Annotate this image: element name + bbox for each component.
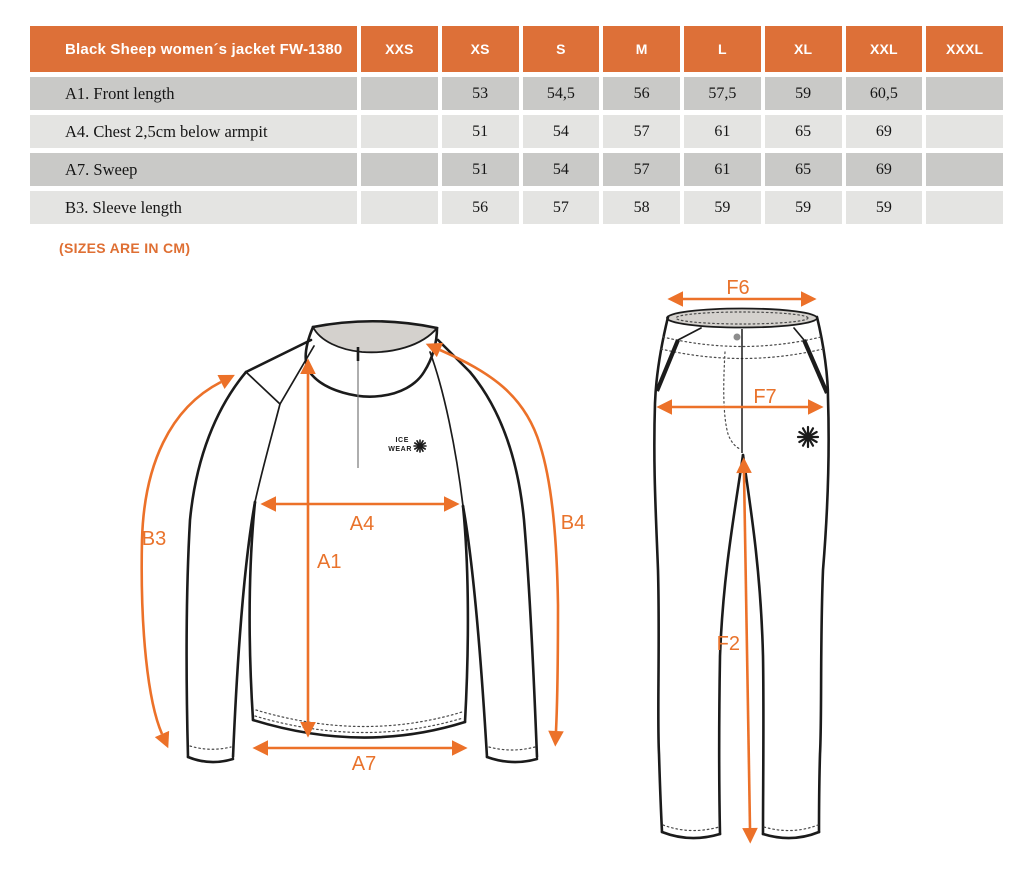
right-cuff-stitch (489, 747, 535, 750)
table-cell (361, 77, 438, 110)
body-hem (253, 720, 465, 738)
left-pocket-edge (678, 328, 701, 340)
logo-text-ice: ICE (395, 437, 409, 444)
pants-measurements (672, 277, 808, 828)
table-cell: 58 (603, 191, 680, 224)
b3-label: B3 (141, 528, 167, 550)
left-outer-seam (654, 317, 668, 832)
size-column-header-m: M (603, 26, 680, 72)
a4-label: A4 (349, 513, 375, 535)
table-cell: 59 (765, 191, 842, 224)
size-column-header-s: S (523, 26, 600, 72)
snowflake-icon (414, 440, 426, 452)
fly-j-stitch (724, 352, 740, 449)
b4-arrow (440, 350, 558, 731)
f2-label: F2 (716, 633, 740, 655)
table-cell: 69 (846, 115, 923, 148)
table-cell (926, 77, 1003, 110)
jacket-measurements (142, 350, 586, 775)
logo-text-wear: WEAR (388, 446, 412, 453)
sizes-unit-note: (SIZES ARE IN CM) (59, 240, 191, 256)
table-cell (926, 115, 1003, 148)
table-cell (361, 115, 438, 148)
right-outer-seam (817, 317, 829, 832)
f6-label: F6 (726, 277, 750, 299)
table-cell: 61 (684, 153, 761, 186)
a7-label: A7 (351, 753, 377, 775)
waist-opening (667, 309, 817, 328)
jacket-drawing (187, 321, 537, 762)
snowflake-icon (798, 427, 818, 447)
table-cell (926, 153, 1003, 186)
jacket-measurement-diagram (100, 290, 600, 790)
table-cell: 59 (765, 77, 842, 110)
f2-arrow (744, 473, 750, 828)
right-cuff (487, 757, 537, 762)
right-hem-stitch (764, 825, 818, 831)
pants-measurement-diagram (628, 276, 848, 870)
left-hem-stitch (663, 825, 719, 831)
row-label-sleeve-length: B3. Sleeve length (30, 191, 357, 224)
table-cell: 54,5 (523, 77, 600, 110)
table-cell: 69 (846, 153, 923, 186)
table-cell: 56 (442, 191, 519, 224)
table-cell: 60,5 (846, 77, 923, 110)
b4-label: B4 (560, 512, 586, 534)
table-cell: 53 (442, 77, 519, 110)
size-column-header-xxl: XXL (846, 26, 923, 72)
table-cell: 57 (603, 153, 680, 186)
size-column-header-l: L (684, 26, 761, 72)
row-label-sweep: A7. Sweep (30, 153, 357, 186)
table-cell: 61 (684, 115, 761, 148)
table-cell: 57 (603, 115, 680, 148)
table-cell: 54 (523, 115, 600, 148)
right-sleeve-outer (470, 372, 537, 757)
size-column-header-xs: XS (442, 26, 519, 72)
table-title: Black Sheep women´s jacket FW-1380 (30, 26, 357, 72)
size-chart-table (30, 26, 1003, 224)
icewear-logo (388, 437, 426, 453)
waist-button (734, 334, 741, 341)
left-cuff-stitch (190, 746, 231, 749)
right-leg-hem (763, 832, 819, 838)
table-cell (926, 191, 1003, 224)
table-cell (361, 153, 438, 186)
table-cell: 57 (523, 191, 600, 224)
table-cell: 51 (442, 115, 519, 148)
right-pocket-edge (794, 328, 804, 340)
left-leg-hem (662, 832, 720, 838)
table-cell: 54 (523, 153, 600, 186)
table-cell (361, 191, 438, 224)
table-cell: 59 (846, 191, 923, 224)
table-cell: 65 (765, 153, 842, 186)
table-cell: 57,5 (684, 77, 761, 110)
table-cell: 51 (442, 153, 519, 186)
pants-drawing (654, 309, 828, 839)
row-label-chest: A4. Chest 2,5cm below armpit (30, 115, 357, 148)
size-column-header-xl: XL (765, 26, 842, 72)
a1-label: A1 (317, 551, 342, 573)
table-cell: 56 (603, 77, 680, 110)
table-cell: 59 (684, 191, 761, 224)
right-raglan-seam (430, 352, 463, 506)
table-cell: 65 (765, 115, 842, 148)
size-column-header-xxs: XXS (361, 26, 438, 72)
size-column-header-xxxl: XXXL (926, 26, 1003, 72)
f7-label: F7 (753, 386, 777, 408)
left-cuff (188, 757, 233, 762)
row-label-front-length: A1. Front length (30, 77, 357, 110)
left-raglan-seam (255, 404, 280, 502)
